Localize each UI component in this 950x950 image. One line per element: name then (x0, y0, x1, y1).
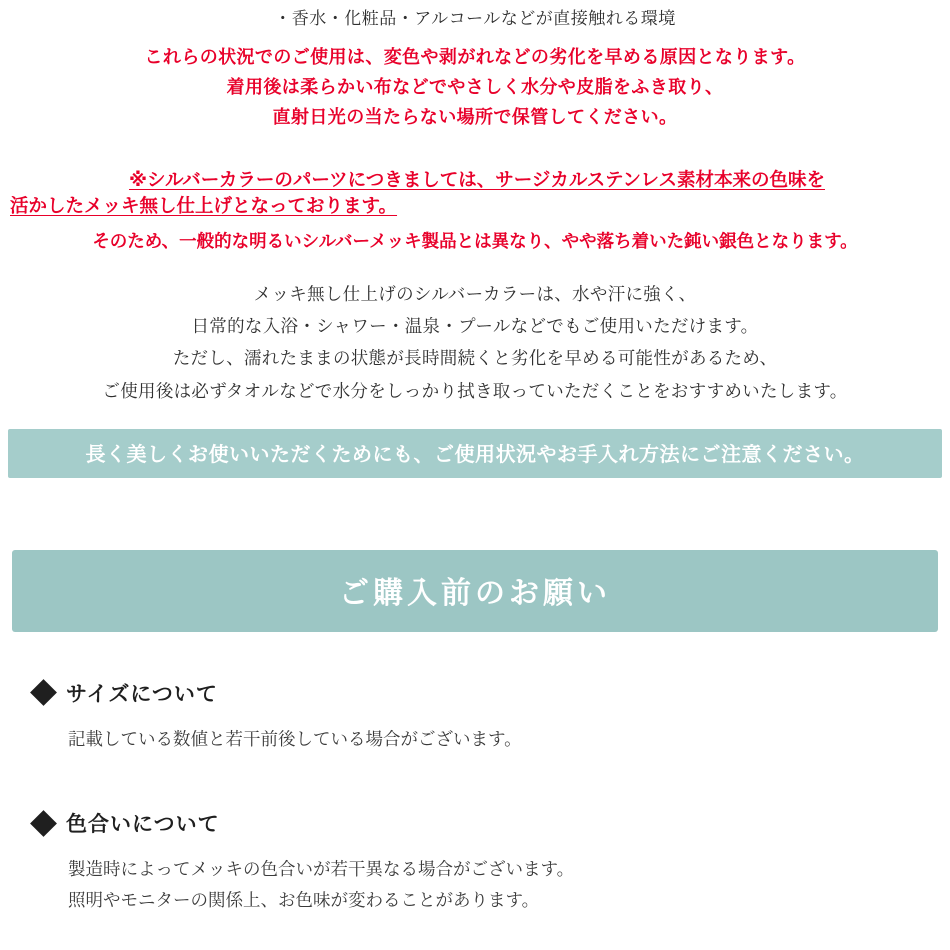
item-title-color (34, 808, 916, 838)
diamond-icon (30, 679, 57, 706)
top-notice-block (0, 0, 950, 132)
silver-color-section (0, 166, 950, 255)
silver-underlined-line-1 (0, 166, 950, 192)
silver-detail-line-1: メッキ無し仕上げのシルバーカラーは、水や汗に強く、 (253, 284, 697, 305)
warning-line-2: 着用後は柔らかい布などでやさしく水分や皮脂をふき取り、 (226, 77, 724, 98)
care-banner: 長く美しくお使いいただくためにも、ご使用状況やお手入れ方法にご注意ください。 (8, 429, 942, 478)
warning-block (0, 44, 950, 132)
silver-underlined-text-2: 活かしたメッキ無し仕上げとなっております。 (10, 195, 398, 217)
item-title-label: サイズについて (66, 682, 218, 706)
purchase-items-list (0, 678, 950, 916)
silver-detail-line-2: 日常的な入浴・シャワー・温泉・プールなどでもご使用いただけます。 (191, 316, 759, 337)
diamond-icon (30, 810, 57, 837)
item-body-color (34, 854, 916, 915)
silver-detail-line-3: ただし、濡れたままの状態が長時間続くと劣化を早める可能性があるため、 (172, 348, 778, 369)
warning-line-3: 直射日光の当たらない場所で保管してください。 (272, 107, 678, 128)
item-title-label: 色合いについて (66, 813, 220, 837)
silver-detail-line-4: ご使用後は必ずタオルなどで水分をしっかり拭き取っていただくことをおすすめいたします。 (102, 380, 848, 401)
silver-detail-block (0, 281, 950, 405)
list-item (34, 808, 916, 915)
list-item (34, 678, 916, 755)
item-body-line: 製造時によってメッキの色合いが若干異なる場合がございます。 (68, 859, 575, 880)
item-body-size (34, 724, 916, 755)
silver-underlined-line-2 (0, 192, 950, 218)
item-title-size (34, 678, 916, 708)
purchase-section-header: ご購入前のお願い (12, 550, 938, 632)
warning-line-1: これらの状況でのご使用は、変色や剥がれなどの劣化を早める原因となります。 (144, 47, 806, 68)
silver-underlined-text-1: ※シルバーカラーのパーツにつきましては、サージカルステンレス素材本来の色味を (128, 169, 825, 191)
item-body-line: 照明やモニターの関係上、お色味が変わることがあります。 (68, 889, 540, 910)
environment-line: ・香水・化粧品・アルコールなどが直接触れる環境 (274, 9, 676, 28)
item-body-line: 記載している数値と若干前後している場合がございます。 (68, 728, 522, 749)
silver-note: そのため、一般的な明るいシルバーメッキ製品とは異なり、やや落ち着いた鈍い銀色となります。 (92, 231, 858, 252)
